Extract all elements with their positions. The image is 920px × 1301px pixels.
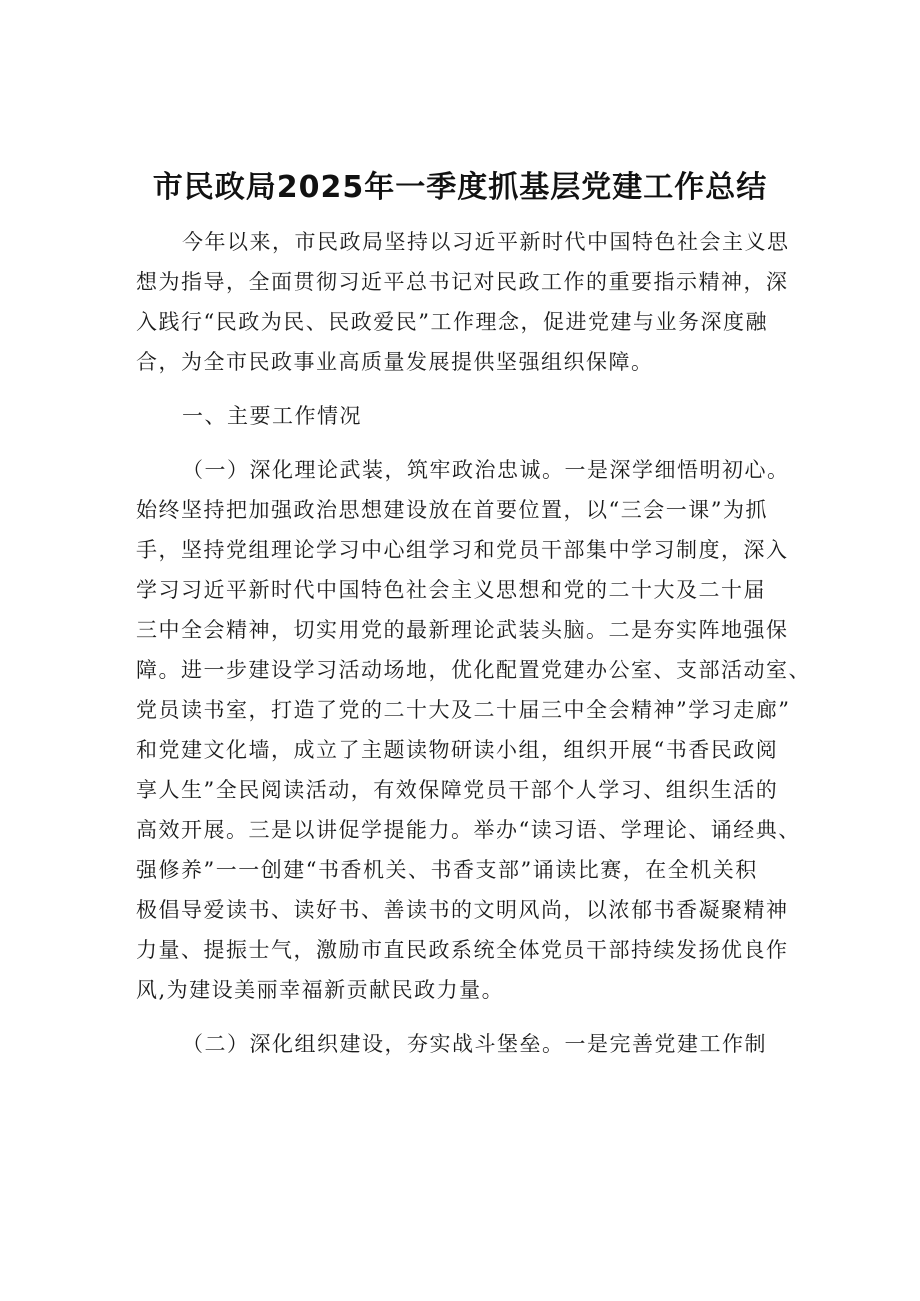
paragraph-line: 入践行“民政为民、民政爱民”工作理念，促进党建与业务深度融 — [136, 310, 768, 334]
document-title: 市民政局2025年一季度抓基层党建工作总结 — [152, 170, 768, 205]
paragraph-line: （二）深化组织建设，夯实战斗堡垒。一是完善党建工作制 — [182, 1032, 767, 1056]
section-heading — [136, 396, 798, 436]
section-heading-line: 一、主要工作情况 — [182, 404, 362, 428]
paragraph-line: 力量、提振士气，激励市直民政系统全体党员干部持续发扬优良作 — [136, 938, 789, 962]
subsection-1-paragraph — [136, 450, 811, 1010]
paragraph-line: 今年以来，市民政局坚持以习近平新时代中国特色社会主义思 — [182, 230, 790, 254]
paragraph-gap — [136, 1010, 798, 1024]
paragraph-line: 想为指导，全面贯彻习近平总书记对民政工作的重要指示精神，深 — [136, 270, 789, 294]
paragraph-line: 手，坚持党组理论学习中心组学习和党员干部集中学习制度，深入 — [136, 538, 789, 562]
paragraph-line: 高效开展。三是以讲促学提能力。举办“读习语、学理论、诵经典、 — [136, 818, 801, 842]
paragraph-line: 党员读书室，打造了党的二十大及二十届三中全会精神”学习走廊” — [136, 698, 791, 722]
paragraph-gap — [136, 436, 798, 450]
paragraph-line: 强修养”一一创建“书香机关、书香支部”诵读比赛，在全机关积 — [136, 858, 758, 882]
paragraph-line: 合，为全市民政事业高质量发展提供坚强组织保障。 — [136, 350, 654, 374]
paragraph-line: 享人生”全民阅读活动，有效保障党员干部个人学习、组织生活的 — [136, 778, 779, 802]
subsection-2-paragraph — [136, 1024, 798, 1064]
paragraph-line: 学习习近平新时代中国特色社会主义思想和党的二十大及二十届 — [136, 578, 766, 602]
paragraph-line: 三中全会精神，切实用党的最新理论武装头脑。二是夯实阵地强保 — [136, 618, 789, 642]
paragraph-gap — [136, 382, 798, 396]
paragraph-line: 风,为建设美丽幸福新贡献民政力量。 — [136, 978, 505, 1002]
paragraph-line: （一）深化理论武装，筑牢政治忠诚。一是深学细悟明初心。 — [182, 458, 790, 482]
intro-paragraph — [136, 222, 798, 382]
paragraph-line: 始终坚持把加强政治思想建设放在首要位置，以“三会一课”为抓 — [136, 498, 768, 522]
document-body — [136, 222, 811, 1064]
paragraph-line: 和党建文化墙，成立了主题读物研读小组，组织开展“书香民政阅 — [136, 738, 779, 762]
paragraph-line: 极倡导爱读书、读好书、善读书的文明风尚，以浓郁书香凝聚精神 — [136, 898, 789, 922]
paragraph-line: 障。进一步建设学习活动场地，优化配置党建办公室、支部活动室、 — [136, 658, 811, 682]
